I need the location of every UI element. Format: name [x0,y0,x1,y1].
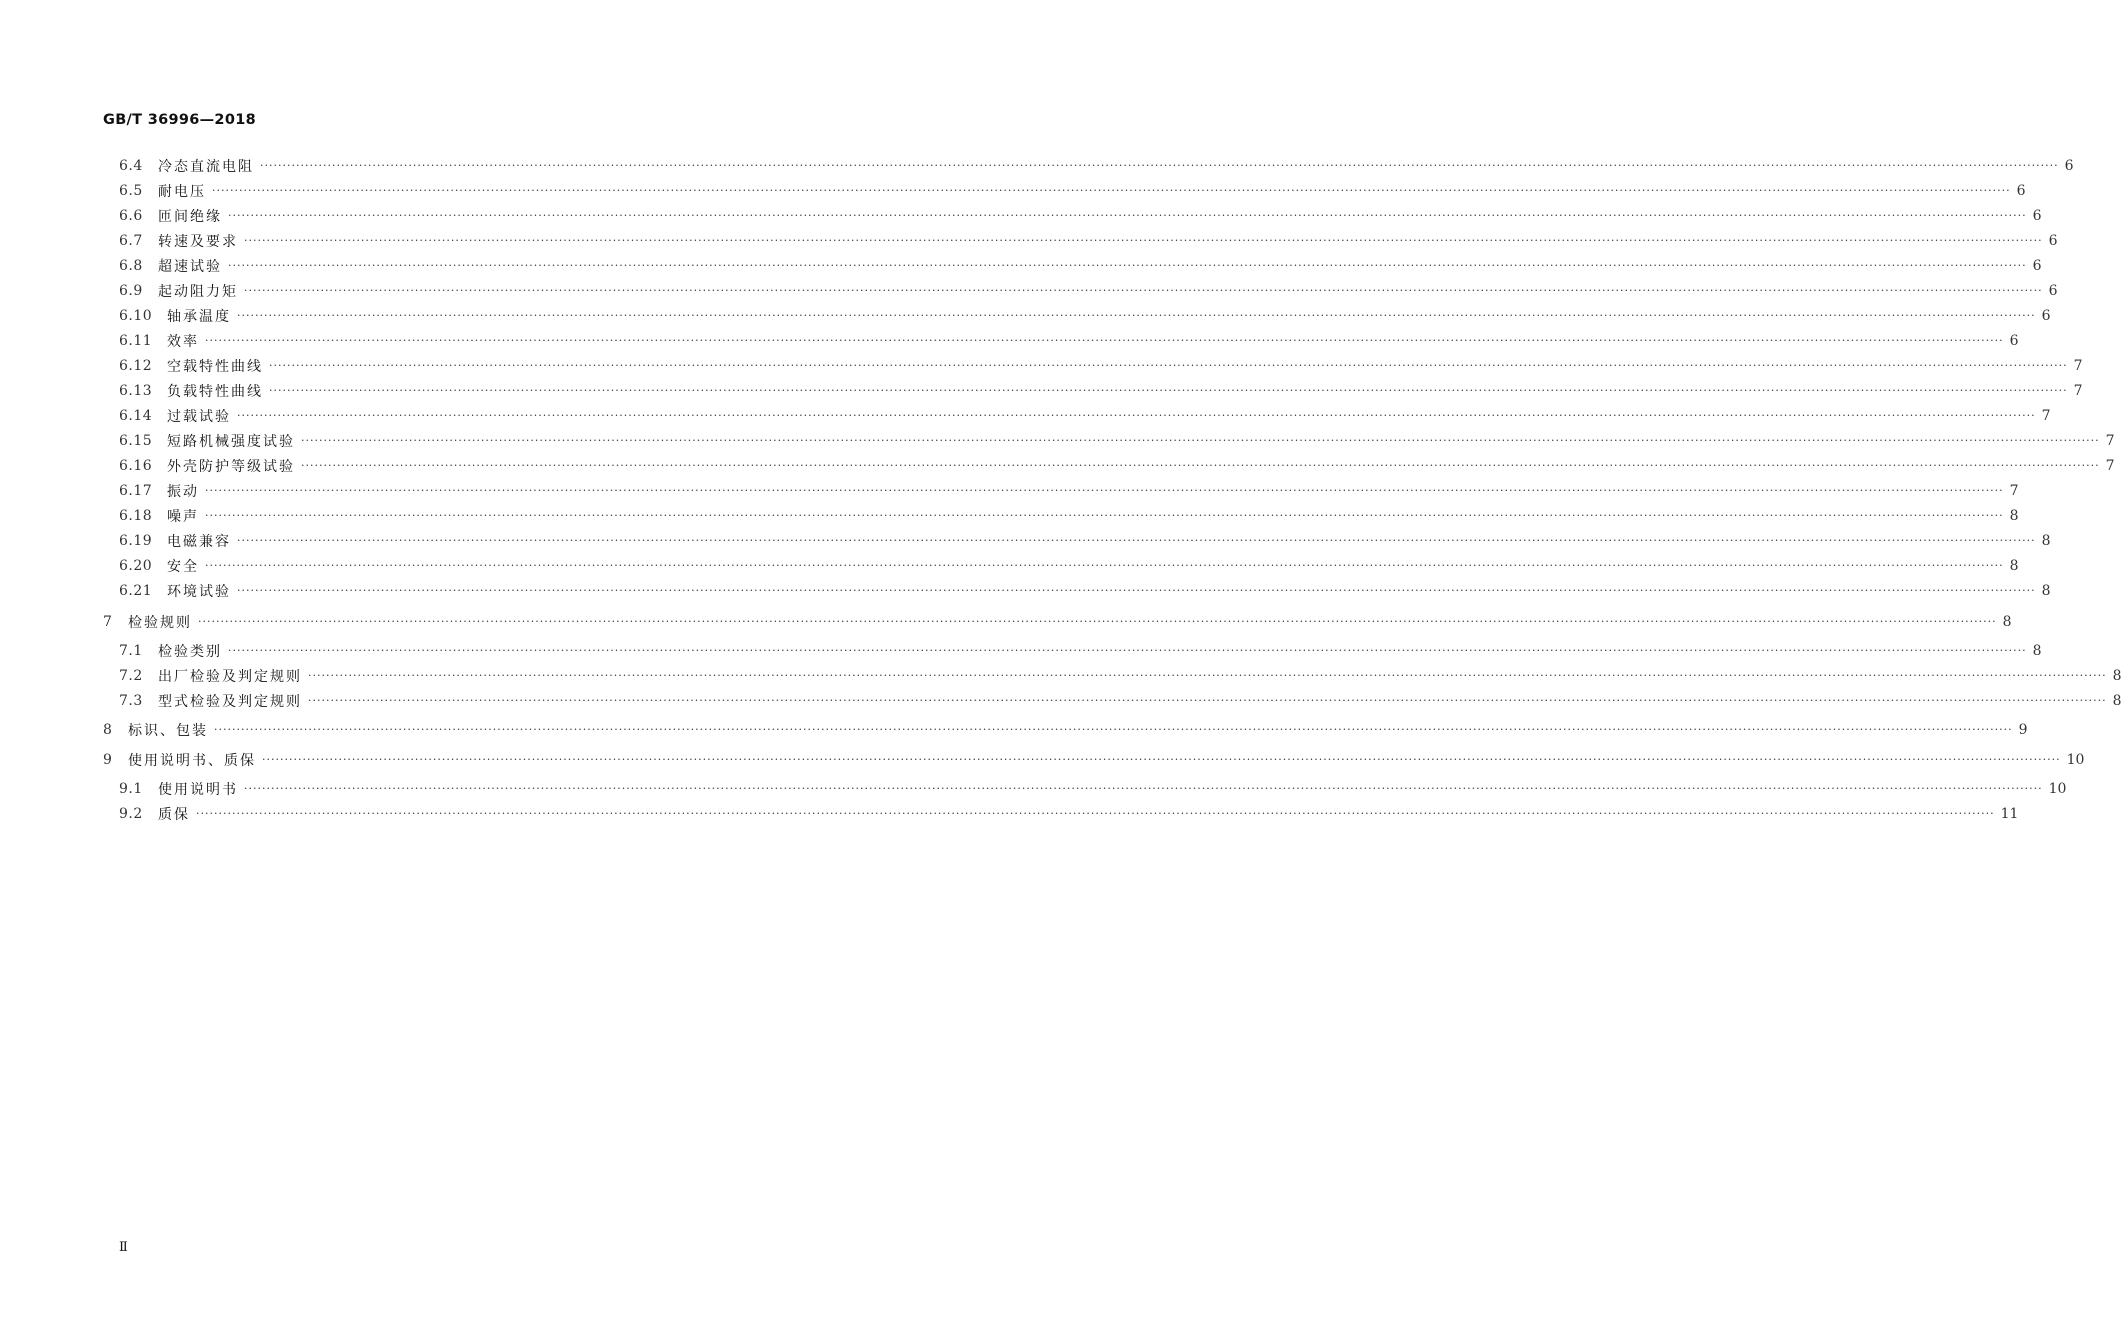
toc-entry[interactable] [119,778,2067,800]
toc-entry[interactable] [119,380,2083,402]
toc-entry-number: 6.16 [119,458,153,474]
toc-entry-title: 使用说明书、质保 [128,753,256,769]
toc-entry-page: 7 [2105,458,2115,474]
toc-entry[interactable] [119,180,2026,202]
toc-entry-number: 7.1 [119,643,143,659]
toc-entry-page: 10 [2048,781,2067,797]
toc-entry-number: 6.12 [119,358,153,374]
toc-entry-page: 8 [2002,614,2012,630]
toc-entry-page: 7 [2009,483,2019,499]
toc-dot-leader: ················································································································································································································································································································································································································ [237,584,2036,597]
toc-entry-title: 质保 [158,807,190,823]
toc-entry-number: 6.4 [119,158,143,174]
toc-entry-page: 7 [2041,408,2051,424]
toc-entry-page: 6 [2032,208,2042,224]
toc-entry[interactable] [119,665,2122,687]
toc-entry[interactable] [119,803,2019,825]
toc-entry[interactable] [119,255,2042,277]
toc-dot-leader: ················································································································································································································································································································································································································ [212,184,2011,197]
toc-entry-number: 7.3 [119,693,143,709]
toc-entry-number: 6.17 [119,483,153,499]
toc-dot-leader: ················································································································································································································································································································································································································ [198,615,1997,628]
toc-entry[interactable] [103,611,2012,633]
toc-entry-number: 6.8 [119,258,143,274]
page-number-footer: Ⅱ [119,1240,128,1255]
toc-entry-number: 6.5 [119,183,143,199]
toc-entry-title: 超速试验 [158,259,222,275]
toc-entry-number: 6.11 [119,333,153,349]
toc-entry-page: 6 [2032,258,2042,274]
toc-entry-title: 标识、包装 [128,723,208,739]
toc-dot-leader: ················································································································································································································································································································································································································ [308,669,2107,682]
toc-entry-number: 6.14 [119,408,153,424]
toc-entry[interactable] [119,155,2074,177]
toc-entry-number: 6.15 [119,433,153,449]
toc-entry[interactable] [103,749,2085,771]
toc-entry-page: 6 [2009,333,2019,349]
toc-entry-title: 轴承温度 [167,309,231,325]
document-standard-number: GB/T 36996—2018 [103,112,256,128]
toc-entry-page: 10 [2066,752,2085,768]
toc-entry-title: 起动阻力矩 [158,284,238,300]
toc-dot-leader: ················································································································································································································································································································································································································ [237,409,2036,422]
toc-dot-leader: ················································································································································································································································································································································································································ [205,559,2004,572]
toc-entry-number: 9.1 [119,781,143,797]
toc-dot-leader: ················································································································································································································································································································································································································ [269,359,2068,372]
toc-dot-leader: ················································································································································································································································································································································································································ [301,434,2100,447]
toc-entry-title: 安全 [167,559,199,575]
toc-entry-page: 9 [2018,722,2028,738]
toc-dot-leader: ················································································································································································································································································································································································································ [244,284,2043,297]
toc-entry[interactable] [119,305,2051,327]
toc-dot-leader: ················································································································································································································································································································································································································ [205,334,2004,347]
toc-dot-leader: ················································································································································································································································································································································································································ [228,644,2027,657]
toc-entry-title: 过载试验 [167,409,231,425]
toc-entry-page: 7 [2105,433,2115,449]
toc-entry[interactable] [119,690,2122,712]
toc-entry[interactable] [119,480,2019,502]
toc-entry-number: 7.2 [119,668,143,684]
toc-entry[interactable] [119,580,2051,602]
toc-entry-page: 6 [2016,183,2026,199]
toc-entry-number: 9.2 [119,806,143,822]
toc-dot-leader: ················································································································································································································································································································································································································ [196,807,1995,820]
toc-entry[interactable] [119,355,2083,377]
toc-entry[interactable] [119,405,2051,427]
toc-dot-leader: ················································································································································································································································································································································································································ [244,782,2043,795]
toc-entry-number: 6.21 [119,583,153,599]
toc-entry-title: 转速及要求 [158,234,238,250]
toc-entry-page: 11 [2000,806,2019,822]
toc-dot-leader: ················································································································································································································································································································································································································ [308,694,2107,707]
toc-entry-title: 耐电压 [158,184,206,200]
toc-entry-number: 6.13 [119,383,153,399]
toc-entry-title: 短路机械强度试验 [167,434,295,450]
toc-dot-leader: ················································································································································································································································································································································································································ [262,753,2061,766]
toc-entry-page: 7 [2073,383,2083,399]
toc-entry[interactable] [103,719,2028,741]
toc-entry[interactable] [119,505,2019,527]
toc-entry-number: 7 [103,614,113,630]
toc-entry[interactable] [119,430,2115,452]
toc-dot-leader: ················································································································································································································································································································································································································ [205,509,2004,522]
toc-entry-title: 出厂检验及判定规则 [158,669,302,685]
toc-entry[interactable] [119,530,2051,552]
toc-entry-page: 8 [2112,668,2122,684]
toc-entry-title: 外壳防护等级试验 [167,459,295,475]
toc-entry-page: 6 [2064,158,2074,174]
toc-entry-title: 环境试验 [167,584,231,600]
toc-dot-leader: ················································································································································································································································································································································································································ [244,234,2043,247]
toc-entry-page: 8 [2041,583,2051,599]
toc-dot-leader: ················································································································································································································································································································································································································ [301,459,2100,472]
toc-entry[interactable] [119,230,2058,252]
toc-entry[interactable] [119,205,2042,227]
toc-entry-page: 6 [2048,283,2058,299]
toc-entry-number: 6.7 [119,233,143,249]
toc-entry-number: 6.18 [119,508,153,524]
toc-entry-number: 6.9 [119,283,143,299]
toc-entry-title: 检验类别 [158,644,222,660]
toc-dot-leader: ················································································································································································································································································································································································································ [237,534,2036,547]
toc-dot-leader: ················································································································································································································································································································································································································ [205,484,2004,497]
toc-entry-page: 8 [2041,533,2051,549]
toc-dot-leader: ················································································································································································································································································································································································································ [269,384,2068,397]
toc-entry-title: 空载特性曲线 [167,359,263,375]
toc-entry-page: 8 [2009,558,2019,574]
toc-dot-leader: ················································································································································································································································································································································································································ [214,723,2013,736]
toc-entry-page: 7 [2073,358,2083,374]
toc-entry-title: 冷态直流电阻 [158,159,254,175]
toc-dot-leader: ················································································································································································································································································································································································································ [237,309,2036,322]
toc-entry-number: 6.6 [119,208,143,224]
toc-entry-title: 检验规则 [128,615,192,631]
toc-dot-leader: ················································································································································································································································································································································································································ [228,209,2027,222]
toc-entry[interactable] [119,640,2042,662]
toc-entry-title: 电磁兼容 [167,534,231,550]
toc-dot-leader: ················································································································································································································································································································································································································ [228,259,2027,272]
toc-entry-title: 使用说明书 [158,782,238,798]
toc-entry-number: 8 [103,722,113,738]
toc-entry-page: 8 [2112,693,2122,709]
toc-entry-number: 6.19 [119,533,153,549]
toc-entry-title: 型式检验及判定规则 [158,694,302,710]
toc-entry[interactable] [119,455,2115,477]
toc-entry-page: 6 [2041,308,2051,324]
toc-entry-title: 噪声 [167,509,199,525]
toc-dot-leader: ················································································································································································································································································································································································································ [260,159,2059,172]
toc-entry-number: 6.10 [119,308,153,324]
toc-entry[interactable] [119,280,2058,302]
toc-entry-number: 6.20 [119,558,153,574]
toc-entry-title: 振动 [167,484,199,500]
toc-entry-page: 8 [2032,643,2042,659]
toc-entry[interactable] [119,330,2019,352]
toc-entry-title: 匝间绝缘 [158,209,222,225]
toc-entry-page: 8 [2009,508,2019,524]
toc-entry[interactable] [119,555,2019,577]
toc-entry-title: 效率 [167,334,199,350]
toc-entry-number: 9 [103,752,113,768]
toc-entry-page: 6 [2048,233,2058,249]
toc-entry-title: 负载特性曲线 [167,384,263,400]
